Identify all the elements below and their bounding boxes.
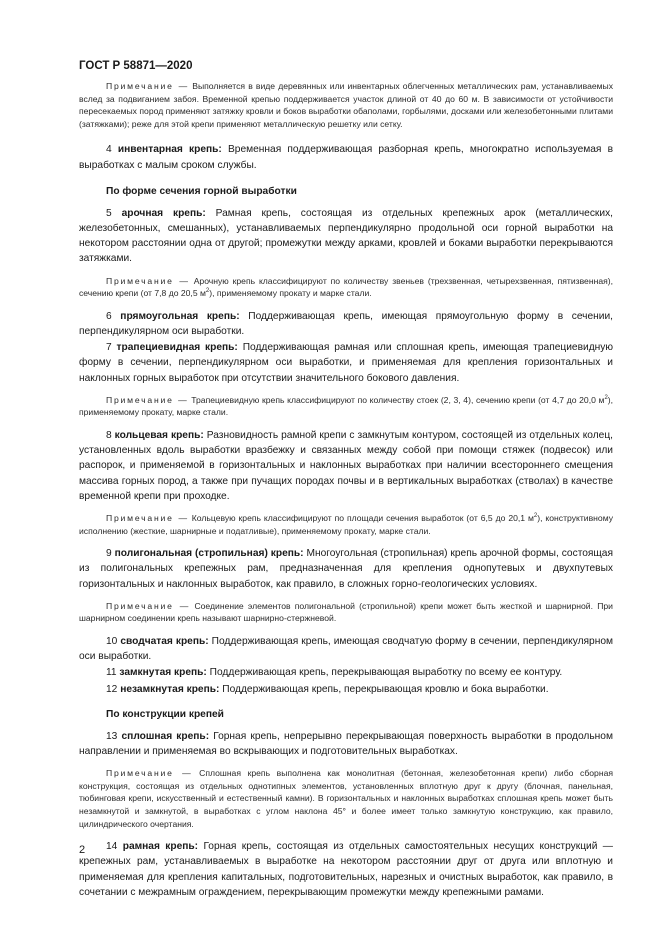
term-number: 14	[106, 841, 118, 853]
note-text: Трапециевидную крепь классифицируют по количеству стоек (2, 3, 4), сечению крепи (от 4,7 до 20,0 $м^2$), применяемому прокату, марке стали.	[79, 394, 614, 418]
section-heading: По конструкции крепей	[106, 708, 224, 720]
term-name: арочная крепь:	[121, 207, 206, 219]
term-number: 8	[106, 429, 112, 441]
term-number: 11	[106, 667, 117, 679]
term-name: полигональная (стропильная) крепь:	[114, 548, 304, 560]
term-number: 4	[106, 144, 112, 156]
note-label: Примечание —	[106, 600, 191, 611]
note-text: Выполняется в виде деревянных или инвентарных облегченных металлических рам, устанавливаемых вслед за подвиганием забоя. Временной крепью поддерживается участок длиной от 40 до 60 м. В зависимости от устойчивости пересекаемых пород применяют затяжку кровли и боков выработки обаполами, горбылями, досками или железобетонными плитами (затяжками); реже для этой крепи применяют металлическую решетку или сетку.	[79, 81, 614, 129]
term-number: 9	[106, 548, 112, 560]
document-body	[79, 80, 613, 900]
note-block	[79, 767, 613, 830]
term-name: незамкнутая крепь:	[120, 683, 220, 695]
note-label: Примечание —	[106, 81, 190, 91]
term-name: инвентарная крепь:	[117, 144, 222, 156]
note-text: Сплошная крепь выполнена как монолитная (бетонная, железобетонная крепи) либо сборная конструкция, состоящая из отдельных однотипных элементов, установленных вплотную друг к другу (блочная, панельная, тюбинговая крепи, искусственный и естественный камни). В горизонтальных и наклонных выработках сплошная крепь может быть незамкнутой и замкнутой, в выработках с углом наклона 45° и более имеет только замкнутую конструкцию, как правило, цилиндрического очертания.	[79, 768, 613, 829]
term-definition: Временная поддерживающая разборная крепь, многократно используемая в выработках с малым сроком службы.	[79, 144, 613, 171]
term-definition: Рамная крепь, состоящая из отдельных крепежных арок (металлических, железобетонных, смешанных), устанавливаемых перпендикулярно продольной оси горной выработки на некотором расстоянии одна от другой; промежутки между арками, кровлей и боками выработки перекрываются затяжками.	[79, 207, 613, 265]
term-entry	[79, 206, 613, 267]
term-entry	[79, 142, 613, 172]
term-definition: Поддерживающая крепь, имеющая сводчатую форму в сечении, перпендикулярном оси выработки.	[79, 635, 613, 663]
term-definition: Поддерживающая крепь, перекрывающая кровлю и бока выработки.	[222, 683, 549, 695]
term-name: кольцевая крепь:	[114, 429, 204, 441]
note-block	[79, 275, 613, 300]
term-entry	[79, 428, 613, 504]
note-text: Кольцевую крепь классифицируют по площади сечения выработок (от 6,5 до 20,1 $м^2$), конструктивному исполнению (жесткие, шарнирные и податливые), применяемому прокату, марке стали.	[79, 513, 614, 536]
section-heading: По форме сечения горной выработки	[106, 185, 297, 197]
term-definition: Горная крепь, состоящая из отдельных самостоятельных несущих конструкций — крепежных рам, устанавливаемых в выработке на некотором расстоянии друг от друга или вплотную и применяемая для крепления капитальных, подготовительных, нарезных и очистных выработок, как правило, в сочетании с межрамным ограждением, перекрывающим промежутки между крепежными рамами.	[79, 841, 613, 898]
term-entry	[79, 839, 613, 900]
term-number: 6	[106, 310, 112, 322]
term-definition: Поддерживающая крепь, перекрывающая выработку по всему ее контуру.	[209, 667, 563, 679]
term-definition: Поддерживающая крепь, имеющая прямоугольную форму в сечении, перпендикулярном оси выработки.	[79, 310, 613, 337]
term-entry	[79, 309, 613, 339]
term-name: сводчатая крепь:	[120, 635, 209, 647]
term-definition: Многоугольная (стропильная) крепь арочной формы, состоящая из полигональных крепежных рам, предназначенная для крепления однопутевых и двухпутевых горизонтальных и наклонных выработок, как правило, в сложных горно-геологических условиях.	[79, 548, 613, 590]
term-number: 5	[106, 207, 112, 219]
note-block	[79, 394, 613, 419]
note-label: Примечание —	[106, 394, 189, 405]
term-entry	[79, 634, 613, 664]
note-block	[79, 80, 613, 130]
term-definition: Горная крепь, непрерывно перекрывающая поверхность выработки в продольном направлении и применяемая во вскрывающих и подготовительных выработках.	[79, 730, 613, 757]
note-text: Арочную крепь классифицируют по количеству звеньев (трехзвенная, четырехзвенная, пятизвенная), сечению крепи (от 7,8 до 20,5 $м^2$), применяемому прокату и марке стали.	[79, 275, 613, 299]
term-definition: Разновидность рамной крепи с замкнутым контуром, состоящей из отдельных колец, установленных вдоль выработки вразбежку и связанных между собой при помощи стяжек (подвесок) или распорок, и применяемой в горизонтальных и наклонных выработках при наличии всестороннего смещения массива горных пород, а также при пучащих породах почвы и в вертикальных выработках (стволах) в качестве временной крепи при проходке.	[79, 429, 613, 502]
term-definition: Поддерживающая рамная или сплошная крепь, имеющая трапециевидную форму в сечении, перпендикулярном оси выработки, и применяемая для крепления горизонтальных и наклонных горных выработок при отсутствии значительного бокового давления.	[79, 342, 613, 384]
term-number: 7	[106, 342, 112, 354]
term-name: прямоугольная крепь:	[120, 310, 240, 322]
note-text: Соединение элементов полигональной (стропильной) крепи может быть жесткой и шарнирной. При шарнирном соединении крепь называют шарнирно-стержневой.	[79, 600, 613, 624]
term-entry	[79, 682, 613, 697]
note-label: Примечание —	[106, 768, 193, 779]
note-label: Примечание —	[106, 513, 189, 523]
term-name: сплошная крепь:	[121, 730, 210, 742]
unit-superscript: 2	[205, 288, 210, 295]
term-entry	[79, 340, 613, 386]
term-name: рамная крепь:	[122, 841, 199, 853]
term-number: 12	[106, 683, 118, 695]
note-block	[79, 512, 613, 537]
term-number: 13	[106, 730, 118, 742]
unit-superscript: 2	[604, 394, 608, 401]
unit-superscript: 2	[533, 513, 538, 520]
term-number: 10	[106, 635, 118, 647]
standard-header: ГОСТ Р 58871—2020	[79, 60, 193, 72]
note-block	[79, 600, 613, 625]
term-name: замкнутая крепь:	[119, 667, 207, 679]
term-entry	[79, 665, 613, 680]
term-entry	[79, 546, 613, 592]
note-label: Примечание —	[106, 275, 190, 286]
term-entry	[79, 729, 613, 759]
page-number: 2	[79, 844, 86, 856]
term-name: трапециевидная крепь:	[116, 342, 238, 354]
